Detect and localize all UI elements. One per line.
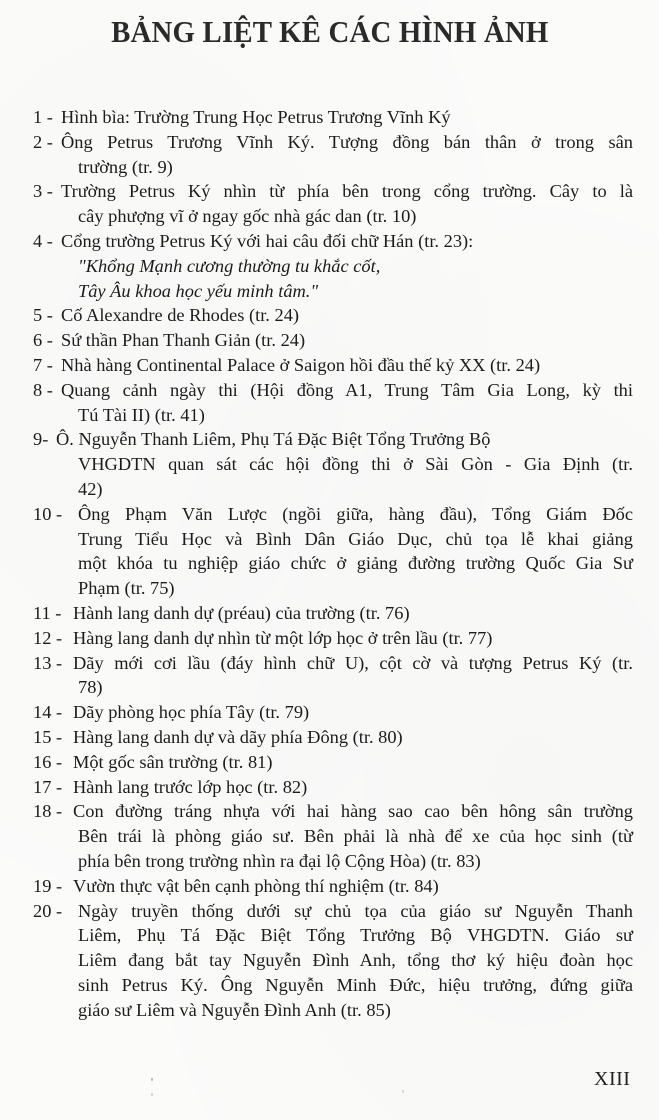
item-line: Phạm (tr. 75) [78,578,175,599]
item-line: Ngày truyền thống dưới sự chủ tọa của giáo sư Nguyễn Thanh [78,900,633,921]
list-item [33,874,633,899]
list-item [33,626,633,651]
quote-line: Tây Âu khoa học yếu minh tâm." [78,280,319,301]
item-number: 16 - [33,751,63,772]
list-item [33,725,633,750]
item-line: Liêm đang bắt tay Nguyễn Đình Anh, tổng thơ ký hiệu đoàn học [78,950,633,971]
list-item [33,328,633,353]
scan-speck [151,1093,153,1096]
item-number: 5 - [33,305,53,326]
item-line: Hành lang danh dự (préau) của trường (tr. 76) [73,602,410,623]
item-number: 17 - [33,776,63,797]
item-line: trường (tr. 9) [78,156,173,177]
item-number: 9- [33,429,49,450]
item-line: một khóa tu nghiệp giáo chức ở giảng đường trường Quốc Gia Sư [78,553,633,574]
item-line: Cổng trường Petrus Ký với hai câu đối chữ Hán (tr. 23): [61,230,474,251]
item-number: 20 - [33,900,63,921]
list-item [33,229,633,303]
item-line: Bên trái là phòng giáo sư. Bên phải là nhà để xe của học sinh (từ [78,826,633,847]
item-number: 14 - [33,702,63,723]
item-number: 2 - [33,131,53,152]
list-item [33,303,633,328]
page-title: BẢNG LIỆT KÊ CÁC HÌNH ẢNH [111,14,549,49]
item-line: Sứ thần Phan Thanh Giản (tr. 24) [61,330,306,351]
item-line: phía bên trong trường nhìn ra đại lộ Cộng Hòa) (tr. 83) [78,850,481,871]
item-line: Hàng lang danh dự và dãy phía Đông (tr. 80) [73,726,403,747]
list-item [33,179,633,229]
item-line: 42) [78,478,103,499]
item-line: Ông Petrus Trương Vĩnh Ký. Tượng đồng bán thân ở trong sân [61,131,633,152]
item-number: 6 - [33,330,53,351]
item-number: 10 - [33,503,63,524]
item-number: 1 - [33,107,53,127]
list-item [33,651,633,701]
item-number: 3 - [33,181,53,202]
list-item [33,502,633,601]
item-number: 7 - [33,354,53,375]
item-line: Nhà hàng Continental Palace ở Saigon hồi đầu thế kỷ XX (tr. 24) [61,354,541,375]
item-number: 8 - [33,379,53,400]
item-number: 12 - [33,627,63,648]
item-line: Một gốc sân trường (tr. 81) [73,751,273,772]
quote-line: "Khổng Mạnh cương thường tu khắc cốt, [78,255,381,276]
scan-speck [151,1078,153,1081]
item-line: Hàng lang danh dự nhìn từ một lớp học ở trên lầu (tr. 77) [73,627,493,648]
scan-speck [402,1090,404,1093]
item-number: 15 - [33,726,63,747]
list-item [33,378,633,428]
list-item [33,775,633,800]
list-item [33,750,633,775]
list-item [33,105,633,130]
item-line: Hình bìa: Trường Trung Học Petrus Trương Vĩnh Ký [61,107,451,127]
page-number: XIII [594,1068,631,1090]
item-line: cây phượng vĩ ở ngay gốc nhà gác dan (tr. 10) [78,206,417,227]
item-line: giáo sư Liêm và Nguyễn Đình Anh (tr. 85) [78,999,391,1020]
list-item [33,799,633,873]
item-line: 78) [78,677,103,698]
item-line: Quang cảnh ngày thi (Hội đồng A1, Trung Tâm Gia Long, kỳ thi [61,379,633,400]
item-line: Trung Tiểu Học và Bình Dân Giáo Dục, chủ tọa lễ khai giảng [78,528,633,549]
item-line: Hành lang trước lớp học (tr. 82) [73,776,308,797]
list-item [33,700,633,725]
list-item [33,427,633,501]
item-number: 13 - [33,652,63,673]
item-number: 11 - [33,602,62,623]
item-line: Dãy mới cơi lầu (đáy hình chữ U), cột cờ và tượng Petrus Ký (tr. [73,652,633,673]
item-line: Liêm, Phụ Tá Đặc Biệt Tổng Trưởng Bộ VHGDTN. Giáo sư [78,925,633,946]
item-line: Tú Tài II) (tr. 41) [78,404,205,425]
item-line: Con đường tráng nhựa với hai hàng sao cao bên hông sân trường [73,801,633,822]
item-line: Cố Alexandre de Rhodes (tr. 24) [61,305,300,326]
item-line: Dãy phòng học phía Tây (tr. 79) [73,702,310,723]
item-number: 18 - [33,801,63,822]
list-item [33,130,633,180]
list-item [33,601,633,626]
list-item [33,353,633,378]
figure-list [33,105,633,1022]
item-line: Trường Petrus Ký nhìn từ phía bên trong cổng trường. Cây to là [61,181,633,202]
item-number: 19 - [33,875,63,896]
item-line: Ô. Nguyễn Thanh Liêm, Phụ Tá Đặc Biệt Tổng Trưởng Bộ [56,429,491,450]
item-line: sinh Petrus Ký. Ông Nguyễn Minh Đức, hiệu trưởng, đứng giữa [78,974,633,995]
item-line: Ông Phạm Văn Lược (ngồi giữa, hàng đầu), Tổng Giám Đốc [78,503,633,524]
item-number: 4 - [33,230,53,251]
item-line: Vườn thực vật bên cạnh phòng thí nghiệm (tr. 84) [73,875,439,896]
item-line: VHGDTN quan sát các hội đồng thi ở Sài Gòn - Gia Định (tr. [78,454,633,475]
list-item [33,899,633,1023]
